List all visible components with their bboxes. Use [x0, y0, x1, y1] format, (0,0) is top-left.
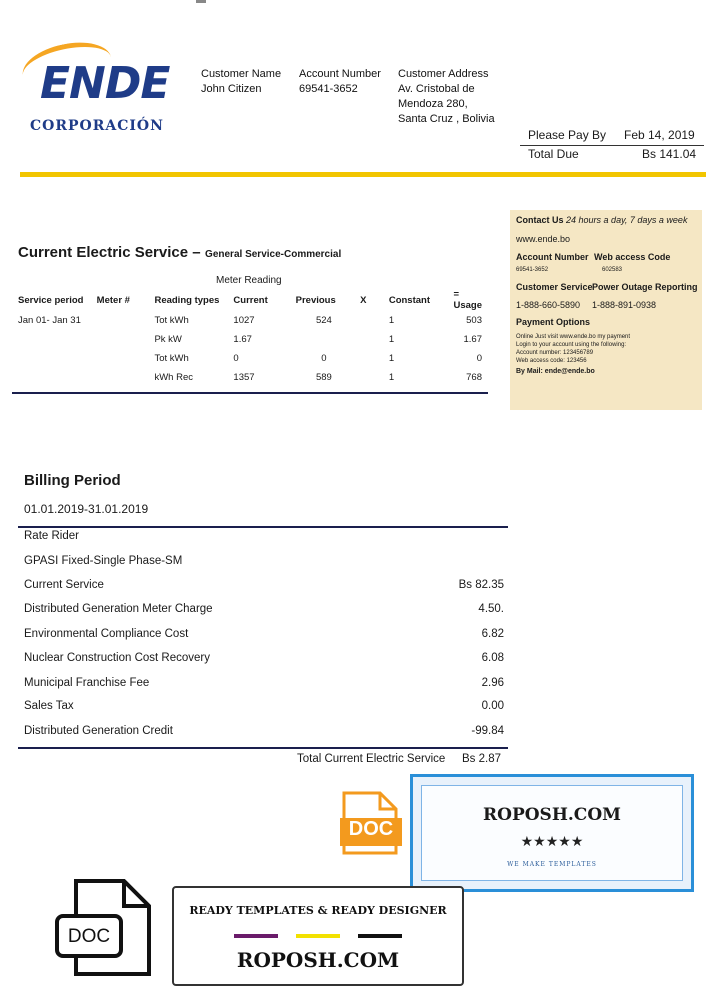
billing-divider-bottom: [18, 747, 508, 749]
meter-row: [14, 311, 486, 330]
period-cell: [14, 330, 93, 349]
previous-cell: [292, 330, 357, 349]
roposh-title-2: ROPOSH.COM: [236, 948, 400, 972]
pay-divider: [520, 145, 704, 146]
bill-row: [24, 700, 504, 720]
by-mail-row: [516, 368, 595, 375]
col-current: Current: [233, 294, 268, 306]
usage-cell: 768: [466, 372, 482, 383]
online-line-2: Login to your account using the following:: [516, 342, 627, 348]
contact-web-access-code: 602583: [602, 267, 623, 273]
current-cell: 1027: [233, 315, 255, 326]
customer-service-label: Customer Service: [516, 282, 593, 292]
bill-label: Distributed Generation Meter Charge: [24, 603, 213, 615]
constant-cell: 1: [388, 334, 395, 345]
usage-cell: 503: [466, 315, 482, 326]
swatch-purple: [234, 934, 278, 938]
header-accent-bar: [20, 172, 706, 177]
constant-cell: 1: [388, 353, 395, 364]
by-mail-label: By Mail:: [516, 368, 543, 375]
account-number-label: Account Number: [299, 68, 381, 80]
online-line-3: Account number: 123456789: [516, 350, 594, 356]
bill-label: Rate Rider: [24, 530, 79, 542]
please-pay-by-date: Feb 14, 2019: [624, 128, 695, 142]
bill-amount: 6.08: [481, 652, 504, 664]
total-service-value: Bs 2.87: [462, 753, 501, 765]
col-previous: Previous: [295, 294, 336, 306]
col-usage: = Usage: [453, 289, 482, 311]
service-divider: [12, 392, 488, 394]
bill-amount: Bs 82.35: [458, 579, 504, 591]
billing-title: Billing Period: [24, 472, 121, 489]
meter-cell: [93, 311, 151, 330]
meter-reading-label: Meter Reading: [216, 275, 282, 286]
period-cell: Jan 01- Jan 31: [18, 315, 81, 326]
col-constant: Constant: [388, 294, 431, 306]
meter-table: [14, 289, 486, 387]
customer-address-label: Customer Address: [398, 68, 489, 80]
bill-row: [24, 652, 504, 672]
online-line-1: Online Just visit www.ende.bo my payment: [516, 334, 631, 340]
doc-label-orange: DOC: [348, 818, 394, 840]
bill-amount: 0.00: [481, 700, 504, 712]
meter-header-row: [14, 289, 486, 311]
brand-logo: ENDE: [40, 58, 170, 109]
contact-website: www.ende.bo: [516, 234, 571, 244]
please-pay-by-label: Please Pay By: [528, 128, 607, 142]
period-cell: [14, 349, 93, 368]
total-due-value: Bs 141.04: [642, 147, 697, 161]
contact-hours: 24 hours a day, 7 days a week: [566, 215, 688, 225]
customer-name: John Citizen: [201, 83, 262, 95]
bill-label: Environmental Compliance Cost: [24, 628, 189, 640]
col-service-period: Service period: [18, 294, 84, 306]
service-heading: [18, 244, 341, 262]
type-cell: Tot kWh: [154, 315, 189, 326]
type-cell: Tot kWh: [154, 353, 189, 364]
account-number: 69541-3652: [299, 83, 358, 95]
current-cell: 1357: [233, 372, 255, 383]
meter-cell: [93, 349, 151, 368]
customer-service-phone: 1-888-660-5890: [516, 300, 581, 310]
address-line-1: Av. Cristobal de: [398, 83, 475, 95]
roposh-title-1: ROPOSH.COM: [483, 805, 621, 825]
contact-account-number: 69541-3652: [516, 267, 549, 273]
bill-row: [24, 725, 504, 745]
period-cell: [14, 368, 93, 387]
bill-amount: 6.82: [481, 628, 504, 640]
swatch-yellow: [296, 934, 340, 938]
col-reading-types: Reading types: [154, 294, 220, 306]
doc-label-black: DOC: [67, 926, 111, 947]
bill-row: [24, 628, 504, 648]
bill-row: [24, 677, 504, 697]
contact-heading: [516, 215, 687, 225]
usage-cell: 1.67: [463, 334, 482, 345]
bill-label: Current Service: [24, 579, 104, 591]
meter-row: [14, 349, 486, 368]
usage-cell: 0: [476, 353, 482, 364]
power-outage-label: Power Outage Reporting: [592, 282, 698, 292]
current-cell: 0: [233, 353, 239, 364]
rating-stars: ★★★★★: [520, 833, 584, 849]
total-due-label: Total Due: [528, 147, 579, 161]
type-cell: Pk kW: [154, 334, 182, 345]
power-outage-phone: 1-888-891-0938: [592, 300, 657, 310]
bill-label: Municipal Franchise Fee: [24, 677, 150, 689]
col-x: X: [360, 294, 367, 306]
bill-label: Sales Tax: [24, 700, 74, 712]
billing-period: 01.01.2019-31.01.2019: [24, 502, 149, 516]
bill-amount: 2.96: [481, 677, 504, 689]
bill-row: [24, 530, 504, 550]
address-line-3: Santa Cruz , Bolivia: [398, 113, 495, 125]
contact-box: [510, 210, 702, 410]
ready-templates-text: READY TEMPLATES & READY DESIGNER: [189, 904, 447, 917]
roposh-ad-dark[interactable]: [172, 886, 464, 986]
top-marker: [196, 0, 206, 3]
bill-label: GPASI Fixed-Single Phase-SM: [24, 555, 183, 567]
total-service-label: Total Current Electric Service: [297, 753, 446, 765]
billing-divider-top: [18, 526, 508, 528]
previous-cell: 589: [315, 372, 332, 383]
bill-label: Nuclear Construction Cost Recovery: [24, 652, 210, 664]
brand-subtitle: CORPORACIÓN: [30, 118, 164, 134]
col-meter: Meter #: [96, 294, 130, 306]
bill-amount: -99.84: [471, 725, 504, 737]
meter-row: [14, 368, 486, 387]
bill-row: [24, 579, 504, 599]
swatch-black: [358, 934, 402, 938]
meter-cell: [93, 368, 151, 387]
bill-row: [24, 555, 504, 575]
meter-row: [14, 330, 486, 349]
constant-cell: 1: [388, 315, 395, 326]
roposh-ad-blue[interactable]: [410, 774, 694, 892]
service-subtitle: General Service-Commercial: [205, 249, 342, 260]
meter-cell: [93, 330, 151, 349]
bill-amount: 4.50.: [478, 603, 504, 615]
previous-cell: 524: [315, 315, 332, 326]
previous-cell: 0: [321, 353, 327, 364]
type-cell: kWh Rec: [154, 372, 193, 383]
service-title: Current Electric Service –: [18, 244, 201, 261]
address-line-2: Mendoza 280,: [398, 98, 468, 110]
contact-us-label: Contact Us: [516, 215, 564, 225]
constant-cell: 1: [388, 372, 395, 383]
payment-options-label: Payment Options: [516, 317, 591, 327]
bill-row: [24, 603, 504, 623]
bill-label: Distributed Generation Credit: [24, 725, 173, 737]
tagline: WE MAKE TEMPLATES: [507, 861, 597, 868]
by-mail-email: ende@ende.bo: [544, 368, 595, 375]
current-cell: 1.67: [233, 334, 252, 345]
contact-web-access-label: Web access Code: [594, 252, 671, 262]
contact-account-label: Account Number: [516, 252, 589, 262]
customer-name-label: Customer Name: [201, 68, 282, 80]
online-line-4: Web access code: 123456: [516, 358, 587, 364]
